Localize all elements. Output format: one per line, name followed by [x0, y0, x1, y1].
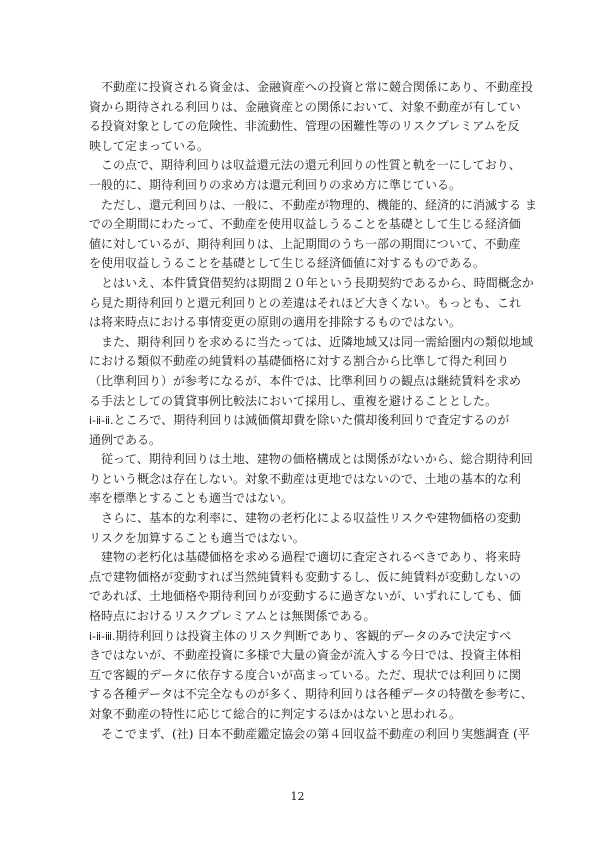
section-label: ⅰ-ⅱ-ⅱ. — [89, 414, 114, 428]
text-line — [89, 392, 509, 412]
text-line — [89, 117, 520, 137]
line-text: は将来時点における事情変更の原則の適用を排除するものではない。 — [89, 315, 462, 330]
text-line — [89, 274, 534, 294]
text-line — [89, 196, 537, 216]
text-line — [89, 666, 522, 686]
line-text: 点で建物価格が変動すれば当然純賃料も変動するし、仮に純賃料が変動しないの — [89, 569, 522, 584]
text-line — [89, 294, 522, 314]
line-text: 対象不動産の特性に応じて総合的に判定するほかはないと思われる。 — [89, 707, 462, 721]
line-text: 資から期待される利回りは、金融資産との関係において、対象不動産が有してい — [89, 99, 521, 114]
text-line — [89, 587, 522, 607]
text-line — [89, 372, 522, 392]
text-line — [89, 215, 521, 235]
text-line — [89, 646, 522, 666]
text-line — [89, 450, 533, 470]
paragraph — [89, 627, 533, 725]
line-text: 映して定まっている。 — [89, 138, 210, 153]
text-line — [89, 411, 509, 431]
paragraph — [89, 274, 534, 333]
line-text: ら見た期待利回りと還元利回りとの差違はそれほど大きくない。もっとも、これ — [89, 295, 522, 310]
line-text: での全期間にわたって、不動産を使用収益しうることを基礎として生じる経済価 — [89, 217, 521, 232]
line-text: この点で、期待利回りは収益還元法の還元利回りの性質と軌を一にしており、 — [89, 158, 521, 173]
line-text: 従って、期待利回りは土地、建物の価格構成とは関係がないから、総合期待利回 — [89, 452, 533, 467]
text-line — [89, 313, 509, 333]
page-number: 12 — [290, 790, 305, 803]
line-text: 通例である。 — [89, 432, 162, 447]
text-line — [89, 156, 521, 176]
text-line — [89, 78, 534, 98]
line-text: りという概念は存在しない。対象不動産は更地ではないので、土地の基本的な利 — [89, 471, 521, 486]
text-line — [89, 607, 509, 627]
text-line — [89, 548, 522, 568]
paragraph — [89, 509, 521, 548]
line-text: における類似不動産の純賃料の基礎価格に対する割合から比準して得た利回り — [89, 354, 510, 369]
paragraph — [89, 450, 533, 509]
paragraph — [89, 333, 534, 411]
text-line — [89, 470, 521, 490]
text-line — [89, 568, 522, 588]
text-line — [89, 333, 534, 353]
text-line — [89, 509, 521, 529]
line-text: る投資対象としての危険性、非流動性、管理の困難性等のリスクプレミアムを反 — [89, 119, 520, 134]
line-text: 期待利回りは投資主体のリスク判断であり、客観的データのみで決定すべ — [115, 628, 512, 643]
line-text: とはいえ、本件賃貸借契約は期間２０年という長期契約であるから、時間概念か — [89, 275, 534, 290]
line-text: 一般的に、期待利回りの求め方は還元利回りの求め方に準じている。 — [89, 177, 462, 192]
line-text: する各種データは不完全なものが多く、期待利回りは各種データの特徴を参考に、 — [89, 687, 533, 702]
paragraph — [89, 196, 537, 274]
line-text: また、期待利回りを求めるに当たっては、近隣地域又は同一需給圏内の類似地域 — [89, 334, 534, 349]
text-line — [89, 705, 509, 725]
text-line — [89, 725, 530, 745]
section-label: ⅰ-ⅱ-ⅲ. — [89, 629, 116, 643]
text-line — [89, 685, 533, 705]
line-text: きではないが、不動産投資に多様で大量の資金が流入する今日では、投資主体相 — [89, 648, 522, 663]
text-line — [89, 176, 509, 196]
line-text: 互で客観的データに依存する度合いが高まっている。ただ、現状では利回りに関 — [89, 667, 522, 682]
paragraph — [89, 156, 521, 195]
paragraph — [89, 78, 534, 156]
line-text: 格時点におけるリスクプレミアムとは無関係である。 — [89, 609, 376, 624]
text-line — [89, 489, 509, 509]
line-text: （比準利回り）が参考になるが、本件では、比準利回りの観点は継続賃料を求め — [89, 373, 522, 388]
text-line — [89, 627, 512, 647]
paragraph — [89, 725, 530, 745]
line-text: ただし、還元利回りは、一般に、不動産が物理的、機能的、経済的に消滅する ま — [89, 197, 537, 212]
line-text: 建物の老朽化は基礎価格を求める過程で適切に査定されるべきであり、将来時 — [89, 550, 522, 565]
line-text: であれば、土地価格や期待利回りが変動するに過ぎないが、いずれにしても、価 — [89, 589, 522, 604]
text-line — [89, 431, 509, 451]
paragraph — [89, 548, 522, 626]
line-text: を使用収益しうることを基礎として生じる経済価値に対するものである。 — [89, 256, 486, 271]
line-text: る手法としての賃貸事例比較法において採用し、重複を避けることとした。 — [89, 393, 498, 408]
line-text: 率を標準とすることも適当ではない。 — [89, 491, 294, 506]
line-text: 値に対しているが、期待利回りは、上記期間のうち一部の期間について、不動産 — [89, 236, 521, 251]
line-text: そこでまず、(社) 日本不動産鑑定協会の第４回収益不動産の利回り実態調査 (平 — [89, 726, 530, 741]
text-line — [89, 98, 521, 118]
text-line — [89, 529, 509, 549]
line-text: さらに、基本的な利率に、建物の老朽化による収益性リスクや建物価格の変動 — [89, 511, 521, 526]
line-text: リスクを加算することも適当ではない。 — [89, 530, 305, 545]
text-line — [89, 254, 509, 274]
text-line — [89, 137, 509, 157]
line-text: 不動産に投資される資金は、金融資産への投資と常に競合関係にあり、不動産投 — [89, 80, 534, 94]
paragraph — [89, 411, 509, 450]
line-text: ところで、期待利回りは減価償却費を除いた償却後利回りで査定するのが — [113, 413, 510, 428]
text-line — [89, 352, 509, 372]
text-line — [89, 235, 521, 255]
body-text — [89, 78, 537, 744]
